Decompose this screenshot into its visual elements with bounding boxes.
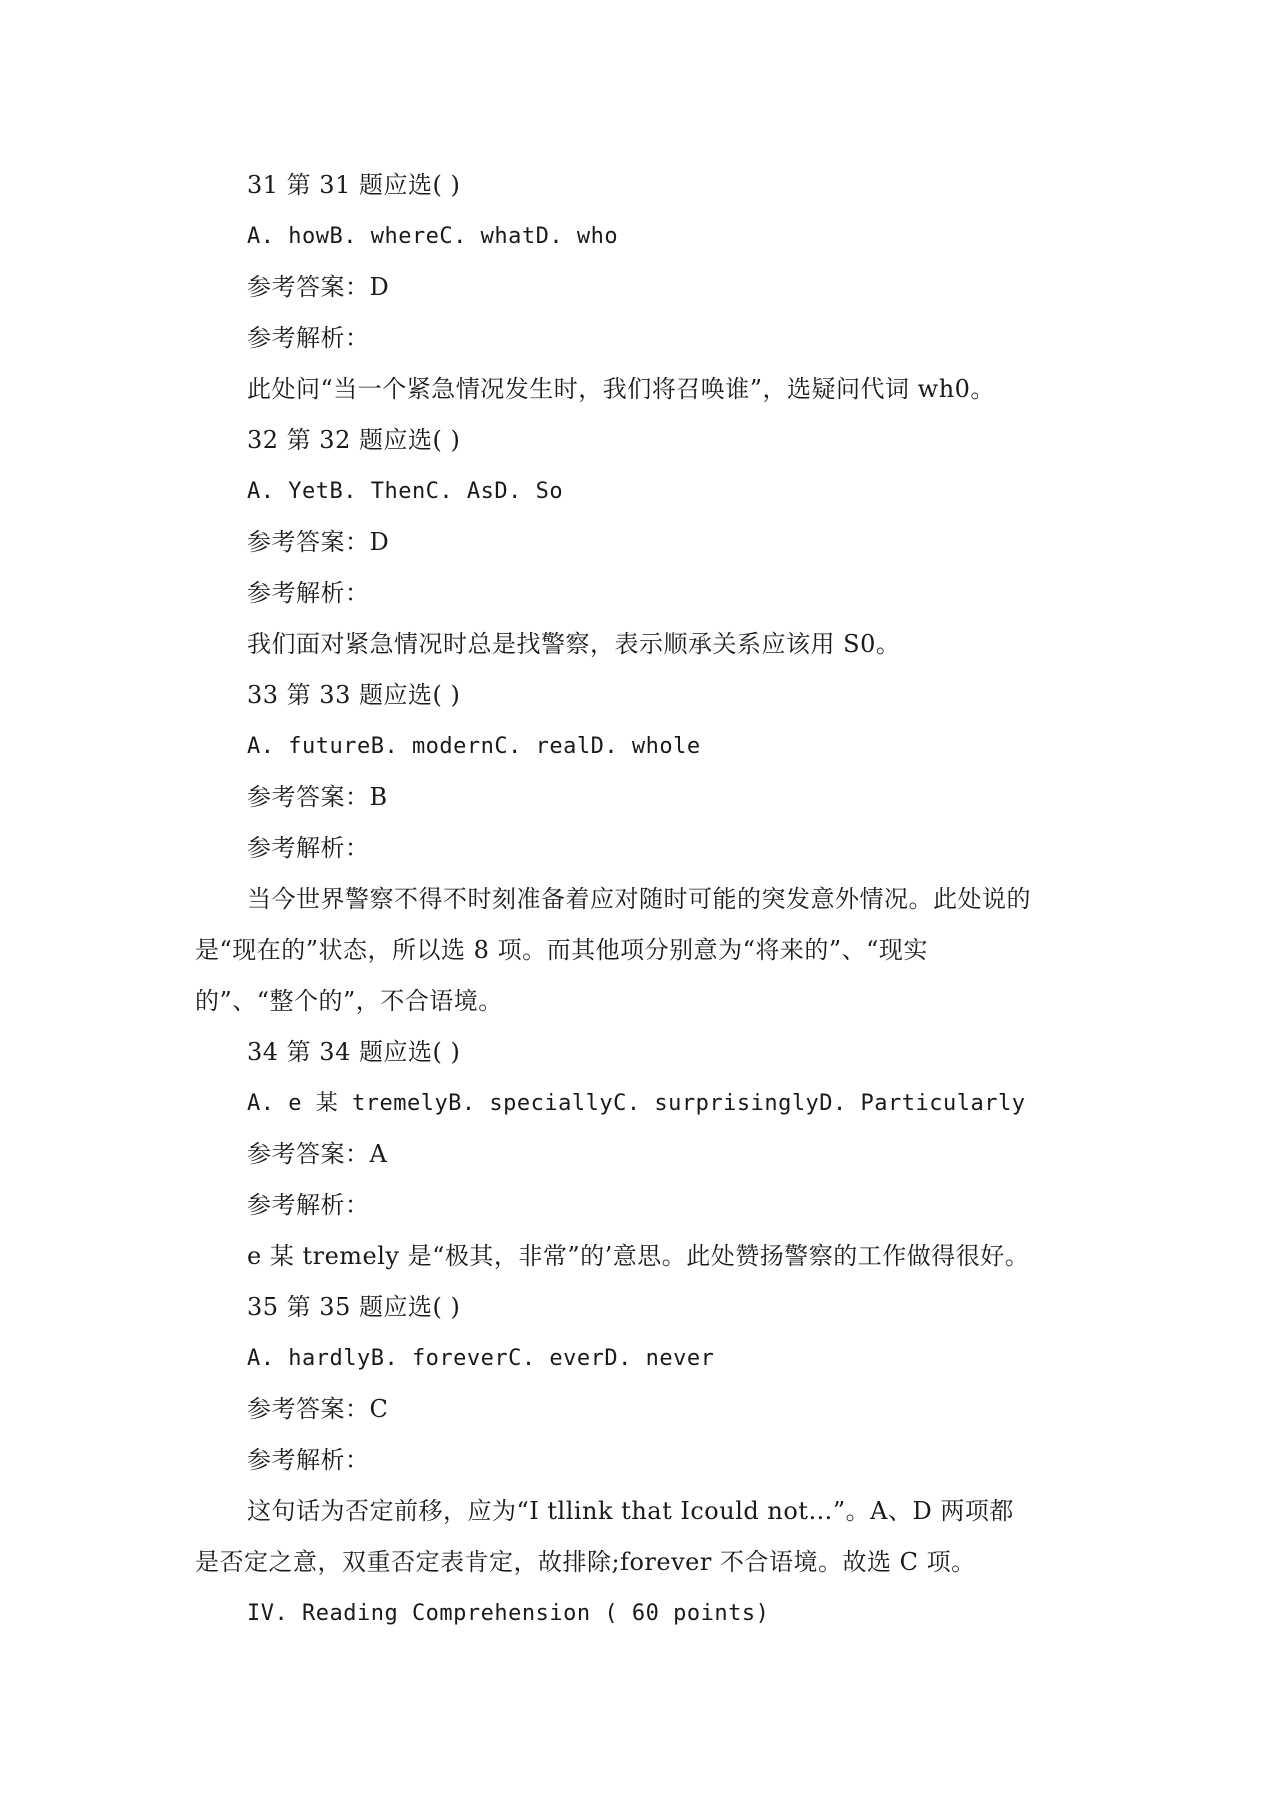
analysis-text: 我们面对紧急情况时总是找警察，表示顺承关系应该用 S0。 [247,630,901,658]
question-stem: 35 第 35 题应选( ) [247,1293,461,1321]
analysis-label: 参考解析： [247,324,370,352]
analysis-text: 此处问“当一个紧急情况发生时，我们将召唤谁”，选疑问代词 wh0。 [247,375,995,403]
section-heading: IV. Reading Comprehension ( 60 points) [247,1601,770,1626]
analysis-text-continued: 的”、“整个的”，不合语境。 [195,987,503,1015]
analysis-text: e 某 tremely 是“极其，非常”的’意思。此处赞扬警察的工作做得很好。 [247,1242,1030,1270]
answer-line: 参考答案：C [247,1395,389,1423]
analysis-text-continued: 是否定之意，双重否定表肯定，故排除;forever 不合语境。故选 C 项。 [195,1548,976,1576]
question-options: A. YetB. ThenC. AsD. So [247,479,564,504]
analysis-label: 参考解析： [247,1191,370,1219]
question-stem: 32 第 32 题应选( ) [247,426,461,454]
answer-line: 参考答案：A [247,1140,388,1168]
question-stem: 34 第 34 题应选( ) [247,1038,461,1066]
analysis-text: 这句话为否定前移，应为“I tllink that Icould not…”。A、D 两项都 [247,1497,1014,1525]
analysis-label: 参考解析： [247,834,370,862]
question-stem: 31 第 31 题应选( ) [247,171,461,199]
question-options: A. hardlyB. foreverC. everD. never [247,1346,715,1371]
answer-line: 参考答案：B [247,783,388,811]
analysis-label: 参考解析： [247,579,370,607]
question-options: A. futureB. modernC. realD. whole [247,734,701,759]
answer-line: 参考答案：D [247,528,390,556]
answer-line: 参考答案：D [247,273,390,301]
analysis-text: 当今世界警察不得不时刻准备着应对随时可能的突发意外情况。此处说的 [247,885,1031,913]
question-options: A. howB. whereC. whatD. who [247,224,619,249]
document-content [195,160,1095,1639]
question-stem: 33 第 33 题应选( ) [247,681,461,709]
analysis-label: 参考解析： [247,1446,370,1474]
question-options: A. e 某 tremelyB. speciallyC. surprisinglyD. Particularly [247,1091,1026,1116]
analysis-text-continued: 是“现在的”状态，所以选 8 项。而其他项分别意为“将来的”、“现实 [195,936,928,964]
